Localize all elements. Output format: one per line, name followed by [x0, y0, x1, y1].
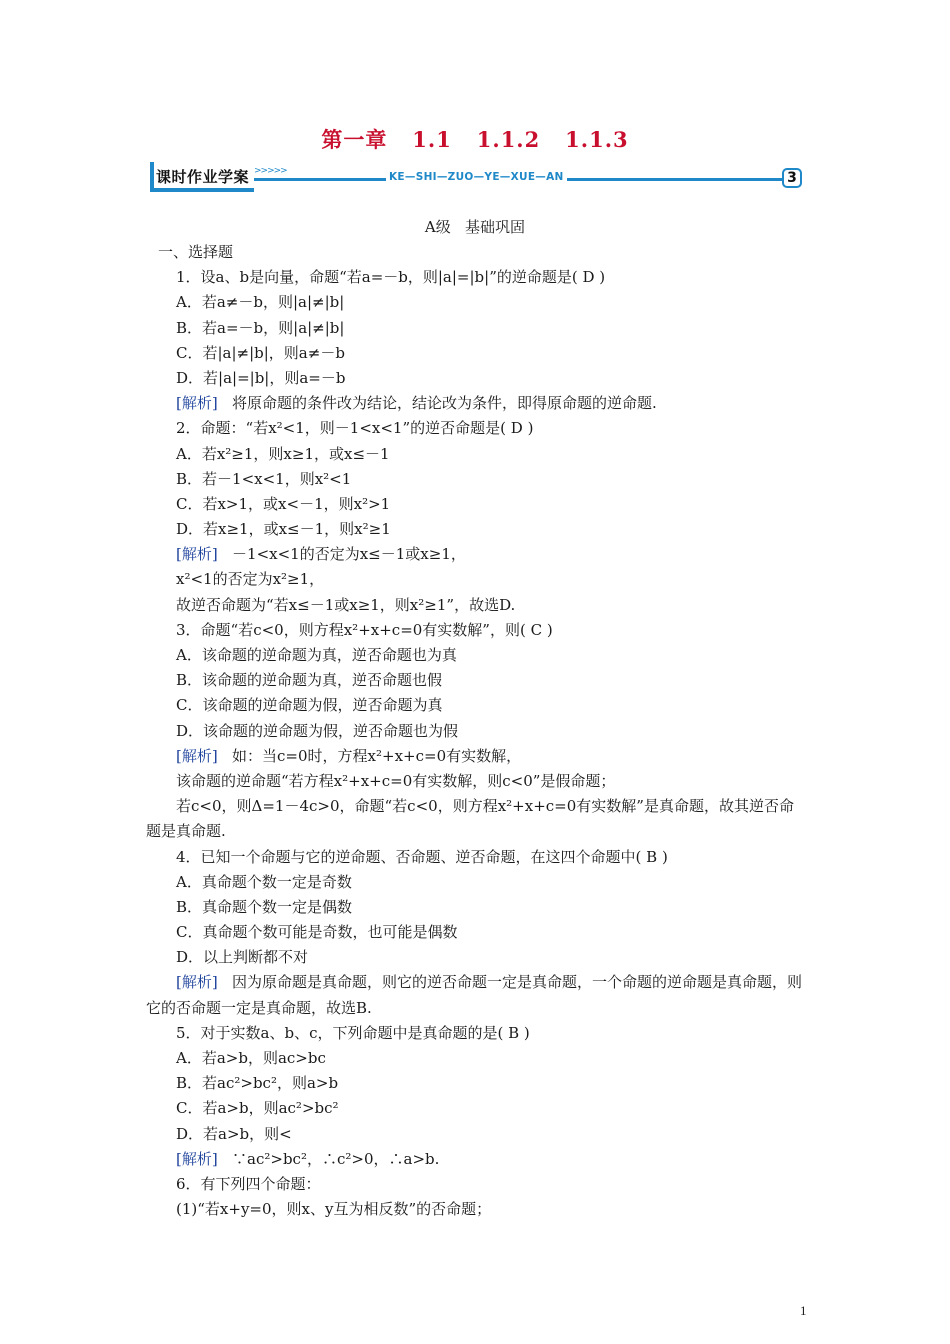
analysis-line	[146, 542, 806, 567]
analysis-line	[146, 391, 806, 416]
question-option: D．该命题的逆命题为假，逆否命题也为假	[176, 721, 459, 740]
question-list	[146, 240, 806, 1222]
question-stem: 6．有下列四个命题：	[176, 1175, 321, 1193]
analysis-tag: [解析]	[176, 746, 218, 765]
question-option: D．若a>b，则<	[176, 1124, 292, 1143]
question-option: B．真命题个数一定是偶数	[176, 897, 353, 916]
section-heading: 一、选择题	[158, 243, 234, 261]
analysis-text: －1<x<1的否定为x≤－1或x≥1，	[232, 545, 466, 564]
banner-pinyin: KE—SHI—ZUO—YE—XUE—AN	[386, 171, 567, 183]
question-option: B．该命题的逆命题为真，逆否命题也假	[176, 671, 443, 690]
question-option: B．若ac²>bc²，则a>b	[176, 1074, 339, 1093]
question-option: A．若a>b，则ac>bc	[176, 1049, 326, 1068]
question-option: C．该命题的逆命题为假，逆否命题为真	[176, 696, 443, 715]
question-option: A．该命题的逆命题为真，逆否命题也为真	[176, 646, 457, 664]
banner-arrows-icon: >>>>>	[254, 166, 287, 176]
analysis-text: 故逆否命题为“若x≤－1或x≥1，则x²≥1”，故选D.	[176, 595, 516, 614]
section-title: A级 基础巩固	[424, 218, 526, 236]
question-option: D．以上判断都不对	[176, 948, 309, 967]
analysis-text: 该命题的逆命题“若方程x²+x+c=0有实数解，则c<0”是假命题；	[176, 771, 616, 790]
question-stem: 4．已知一个命题与它的逆命题、否命题、逆否命题，在这四个命题中( B )	[176, 847, 668, 866]
chapter-title: 第一章 1.1 1.1.2 1.1.3	[321, 127, 629, 152]
question-option: A．若a≠－b，则|a|≠|b|	[176, 293, 345, 312]
analysis-text: x²<1的否定为x²≥1，	[176, 570, 325, 589]
question-option: C．真命题个数可能是奇数，也可能是偶数	[176, 923, 458, 942]
question-option: C．若x>1，或x<－1，则x²>1	[176, 494, 391, 513]
question-stem: 1．设a、b是向量，命题“若a=－b，则|a|=|b|”的逆命题是( D )	[176, 268, 606, 287]
question-option: A．若x²≥1，则x≥1，或x≤－1	[176, 444, 390, 463]
analysis-line	[146, 1147, 806, 1172]
banner-number-badge: 3	[782, 168, 802, 188]
analysis-tag: [解析]	[176, 545, 218, 564]
question-option: B．若－1<x<1，则x²<1	[176, 469, 352, 488]
question-option: D．若|a|=|b|，则a=－b	[176, 368, 346, 387]
analysis-tag: [解析]	[176, 394, 218, 413]
analysis-tag: [解析]	[176, 973, 218, 992]
analysis-text: 将原命题的条件改为结论，结论改为条件，即得原命题的逆命题.	[232, 394, 657, 413]
analysis-text: ∵ac²>bc²，∴c²>0，∴a>b.	[232, 1149, 440, 1168]
banner-label: 课时作业学案	[156, 168, 250, 186]
question-option: C．若|a|≠|b|，则a≠－b	[176, 343, 345, 362]
analysis-text: 若c<0，则Δ=1－4c>0，命题“若c<0，则方程x²+x+c=0有实数解”是真命题，故其逆否命题是真命题.	[146, 797, 794, 841]
question-option: A．真命题个数一定是奇数	[176, 872, 352, 891]
question-stem: 5．对于实数a、b、c，下列命题中是真命题的是( B )	[176, 1023, 530, 1042]
question-stem: 3．命题“若c<0，则方程x²+x+c=0有实数解”，则( C )	[176, 620, 553, 639]
analysis-text: 因为原命题是真命题，则它的逆否命题一定是真命题，一个命题的逆命题是真命题，则它的否命题一定是真命题，故选B.	[146, 973, 803, 1017]
analysis-line	[146, 970, 806, 1020]
header-banner	[150, 160, 806, 200]
page-number: 1	[800, 1303, 807, 1318]
question-option: B．若a=－b，则|a|≠|b|	[176, 318, 345, 337]
question-option: D．若x≥1，或x≤－1，则x²≥1	[176, 520, 391, 539]
question-stem: 2．命题：“若x²<1，则－1<x<1”的逆否命题是( D )	[176, 419, 534, 438]
analysis-text: 如：当c=0时，方程x²+x+c=0有实数解，	[232, 746, 522, 765]
question-option: C．若a>b，则ac²>bc²	[176, 1099, 339, 1118]
analysis-tag: [解析]	[176, 1149, 218, 1168]
question-option: (1)“若x+y=0，则x、y互为相反数”的否命题；	[176, 1200, 492, 1219]
analysis-line	[146, 744, 806, 769]
